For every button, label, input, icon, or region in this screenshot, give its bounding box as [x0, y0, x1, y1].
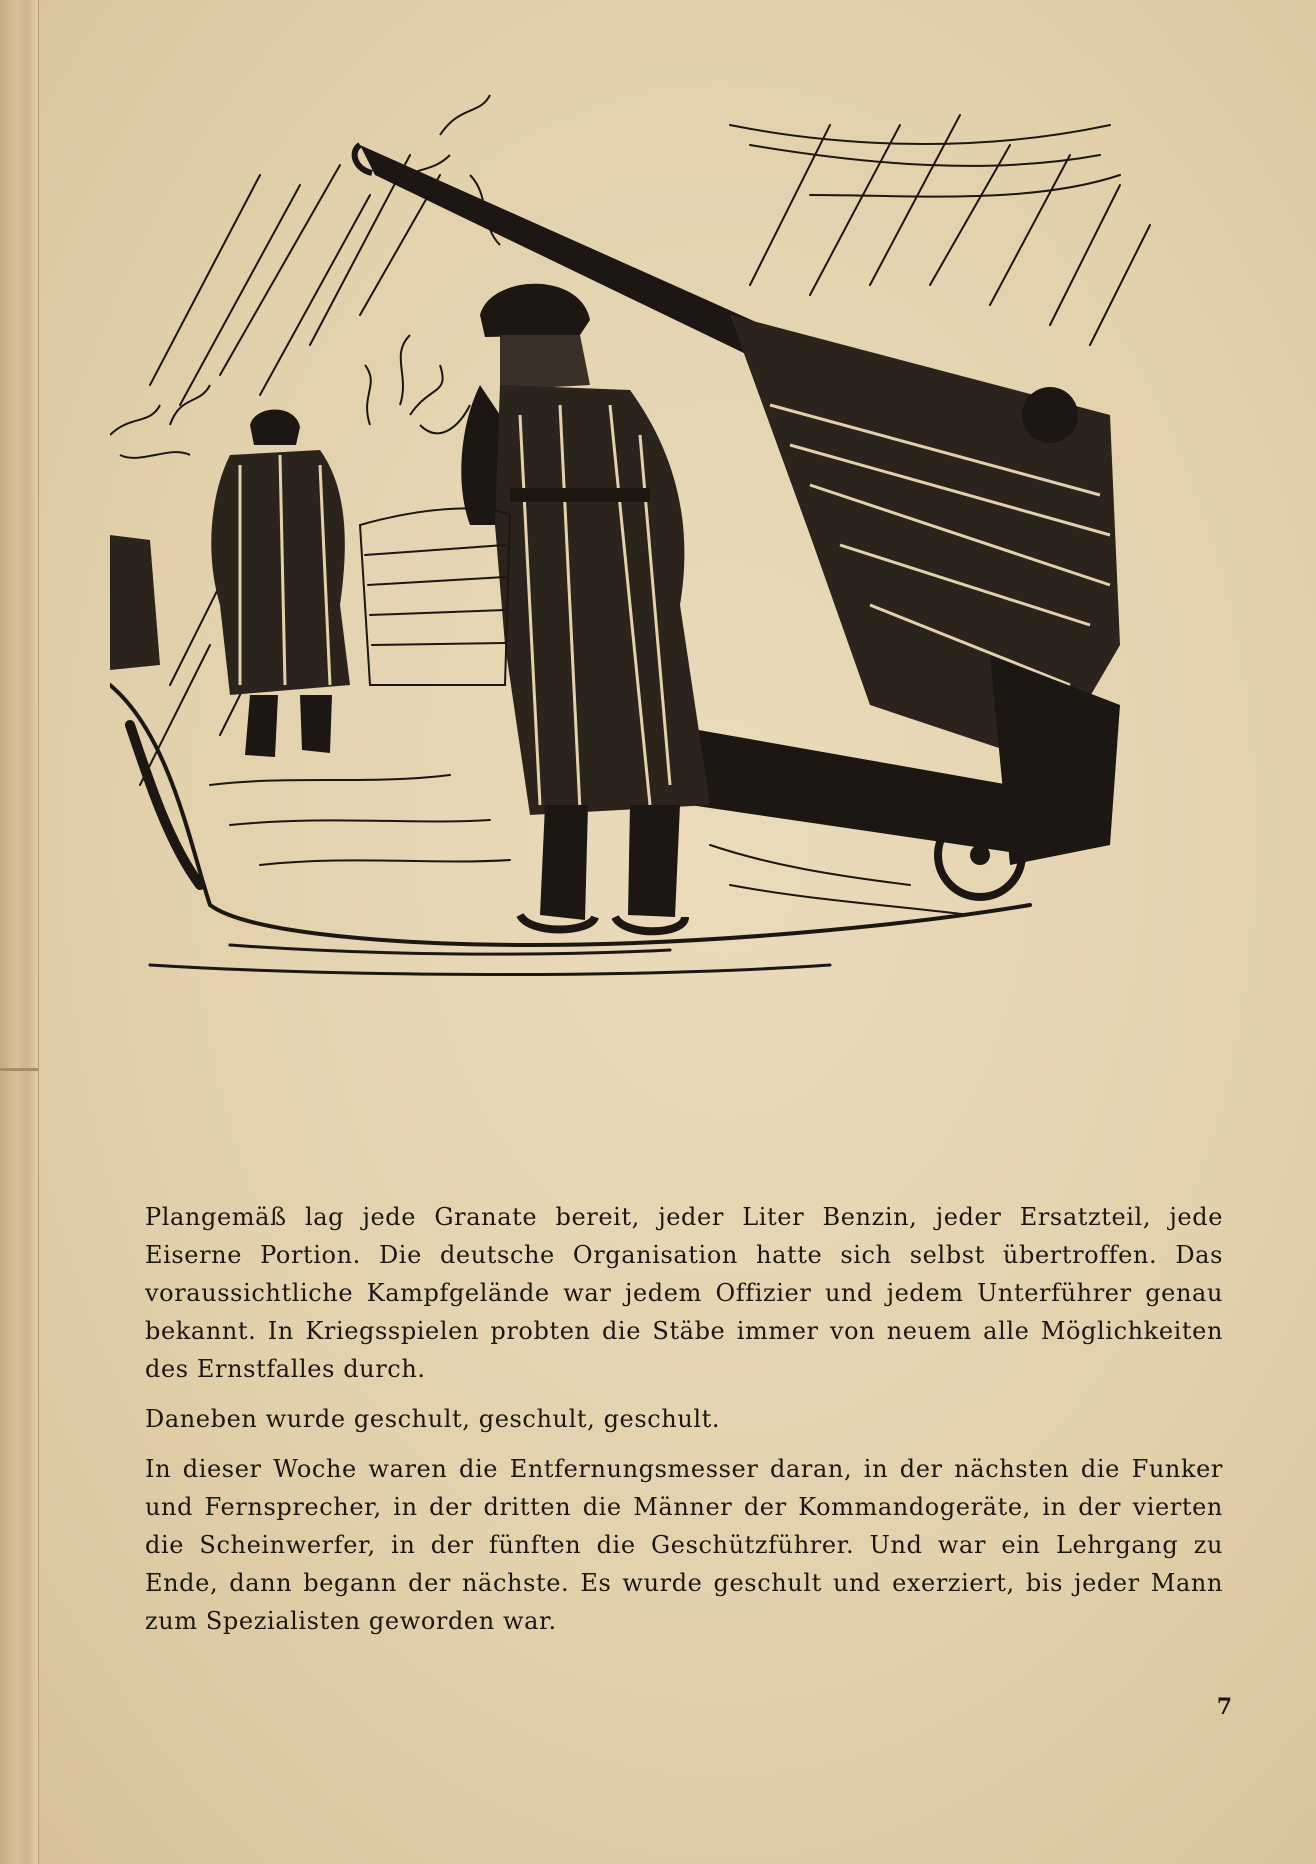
bare-shrubs	[110, 95, 500, 458]
paragraph-2: Daneben wurde geschult, geschult, geschult.	[145, 1405, 721, 1433]
body-text	[145, 1198, 1223, 1652]
page-number: 7	[1216, 1694, 1232, 1720]
paper-crease	[0, 1068, 38, 1071]
paragraph-1: Plangemäß lag jede Granate bereit, jeder Liter Benzin, jeder Ersatzteil, jede Eiserne Portion. Die deutsche Organisation hatte sich selbst übertroffen. Das voraussichtliche Kampfgelände war jedem Offizier und jedem Unterführer genau bekannt. In Kriegsspielen probten die Stäbe immer von neuem alle Möglichkeiten des Ernstfalles durch.	[145, 1203, 1223, 1383]
soldier-background	[211, 410, 350, 758]
ink-illustration	[110, 85, 1235, 1165]
paragraph-3: In dieser Woche waren die Entfernungsmesser daran, in der nächsten die Funker und Fernsprecher, in der dritten die Männer der Kommandogeräte, in der vierten die Scheinwerfer, in der fünften die Geschützführer. Und war ein Lehrgang zu Ende, dann begann der nächste. Es wurde geschult und exerziert, bis jeder Mann zum Spezialisten geworden war.	[145, 1455, 1223, 1635]
soldier-foreground	[461, 284, 710, 932]
page-binding-edge	[0, 0, 39, 1864]
illustration-drawing	[110, 85, 1235, 1165]
